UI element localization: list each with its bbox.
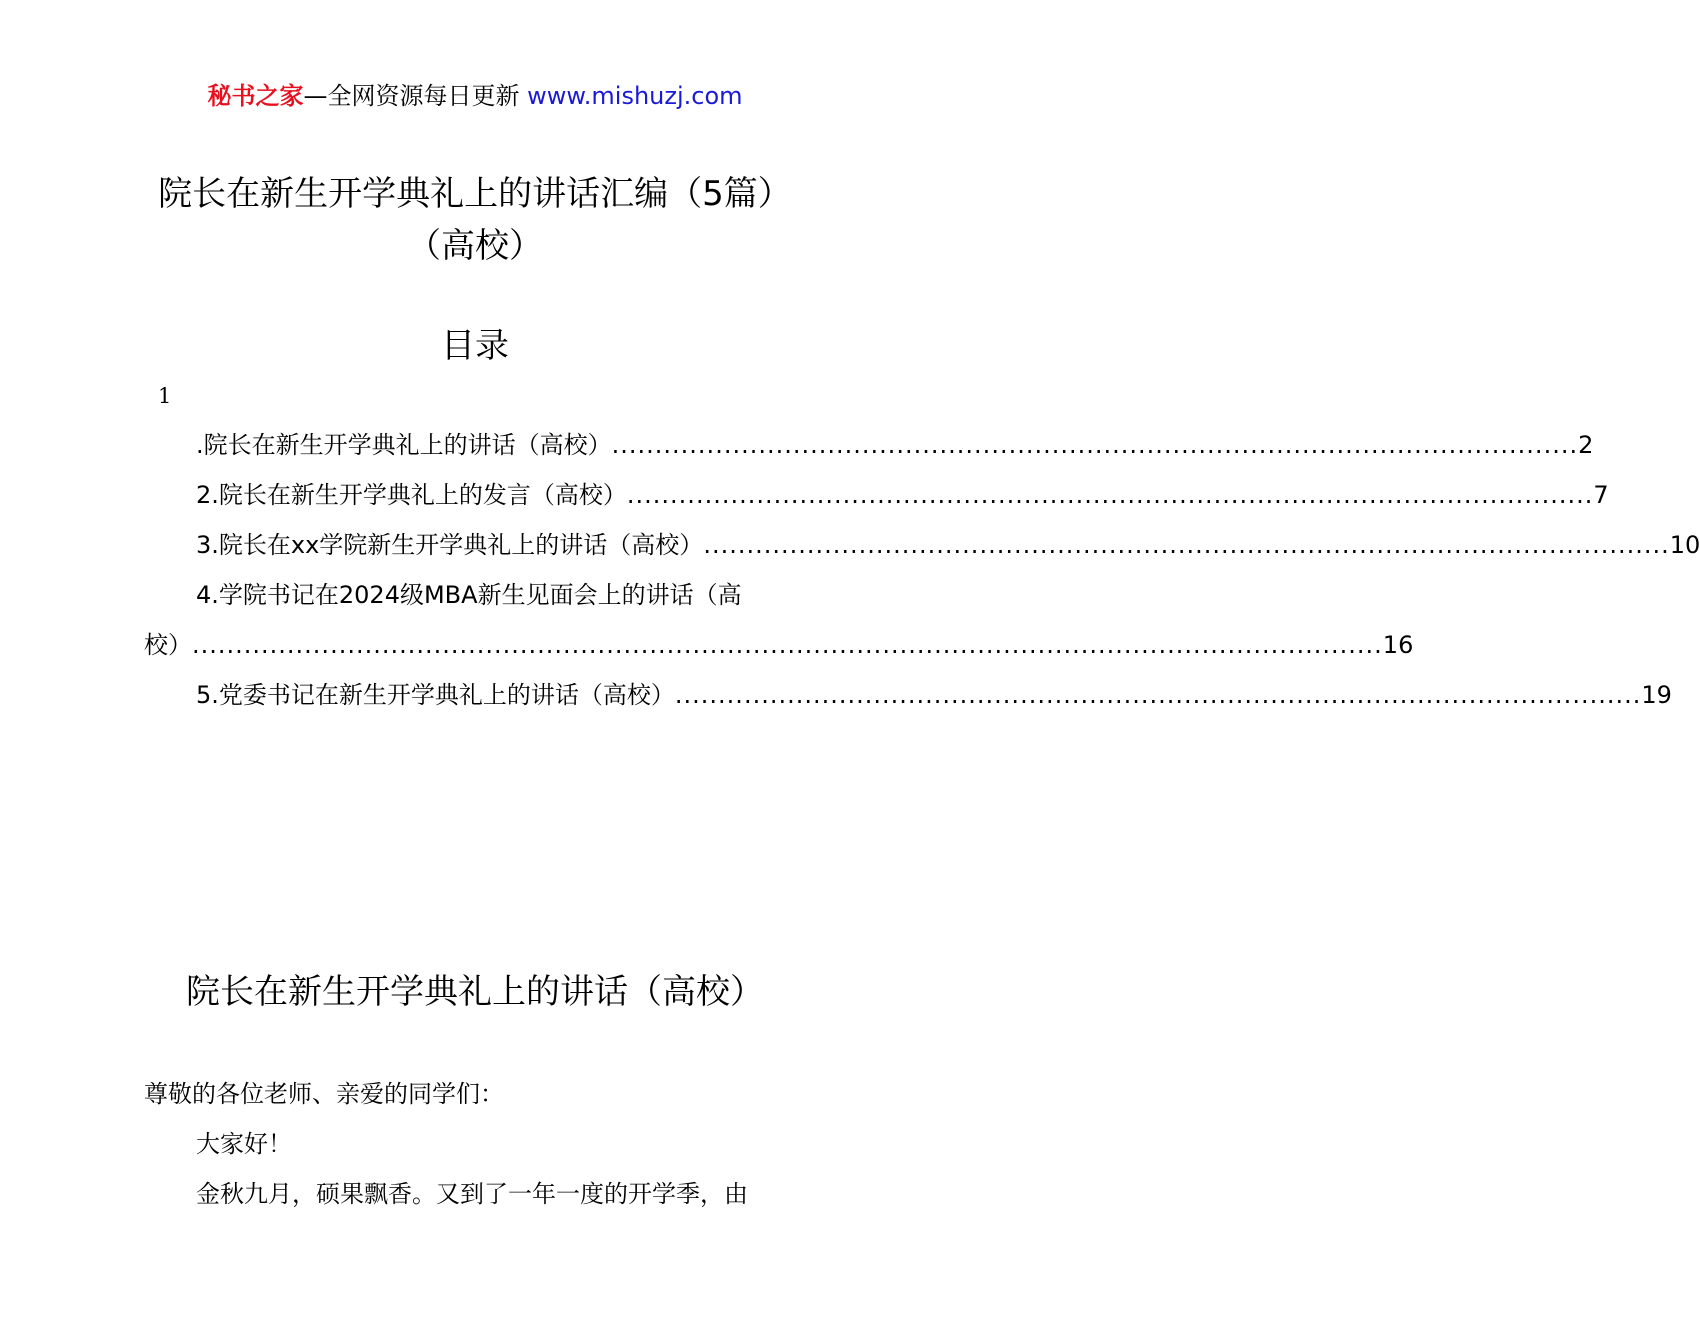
salutation: 尊敬的各位老师、亲爱的同学们：	[144, 1080, 504, 1108]
toc-entry-title: 5.党委书记在新生开学典礼上的讲话（高校）	[196, 681, 675, 709]
toc-leader-dots: ................................................................................................................	[674, 681, 1642, 709]
toc-leader-dots: ................................................................................................................	[611, 431, 1579, 459]
toc-entry-continuation[interactable]	[144, 627, 1414, 663]
brand-name: 秘书之家	[207, 82, 304, 110]
toc-entry[interactable]	[196, 477, 1609, 513]
toc-entry-title: 2.院长在新生开学典礼上的发言（高校）	[196, 481, 627, 509]
toc-entry-title: .院长在新生开学典礼上的讲话（高校）	[196, 431, 612, 459]
toc-entry-title: 4.学院书记在2024级MBA新生见面会上的讲话（高	[196, 581, 742, 609]
toc-entry-page: 19	[1641, 681, 1672, 709]
toc-entry-page: 16	[1382, 631, 1414, 659]
body-paragraph: 金秋九月，硕果飘香。又到了一年一度的开学季，由	[196, 1180, 748, 1208]
section-title: 院长在新生开学典礼上的讲话（高校）	[186, 972, 764, 1012]
site-url-link[interactable]: www.mishuzj.com	[527, 82, 743, 110]
toc-entry-page: 10	[1669, 531, 1700, 559]
document-subtitle: （高校）	[407, 226, 543, 266]
header-tagline: —全网资源每日更新	[303, 82, 528, 110]
site-header	[0, 80, 950, 112]
toc-leader-dots: ..........................................................................................................................................	[192, 631, 1383, 659]
toc-entry[interactable]	[196, 527, 1700, 563]
toc-number: 1	[158, 384, 172, 408]
toc-entry-title: 3.院长在xx学院新生开学典礼上的讲话（高校）	[196, 531, 704, 559]
toc-entry[interactable]	[196, 577, 806, 613]
toc-entry[interactable]	[196, 427, 1594, 463]
toc-leader-dots: ................................................................................................................	[703, 531, 1670, 559]
toc-entry-page: 2	[1578, 431, 1594, 459]
greeting: 大家好！	[196, 1130, 292, 1158]
document-title: 院长在新生开学典礼上的讲话汇编（5篇）	[158, 174, 792, 214]
toc-leader-dots: ................................................................................................................	[626, 481, 1594, 509]
toc-entry[interactable]	[196, 677, 1672, 713]
toc-heading: 目录	[441, 326, 509, 366]
toc-entry-title-continued: 校）	[144, 631, 192, 659]
toc-entry-page: 7	[1593, 481, 1609, 509]
